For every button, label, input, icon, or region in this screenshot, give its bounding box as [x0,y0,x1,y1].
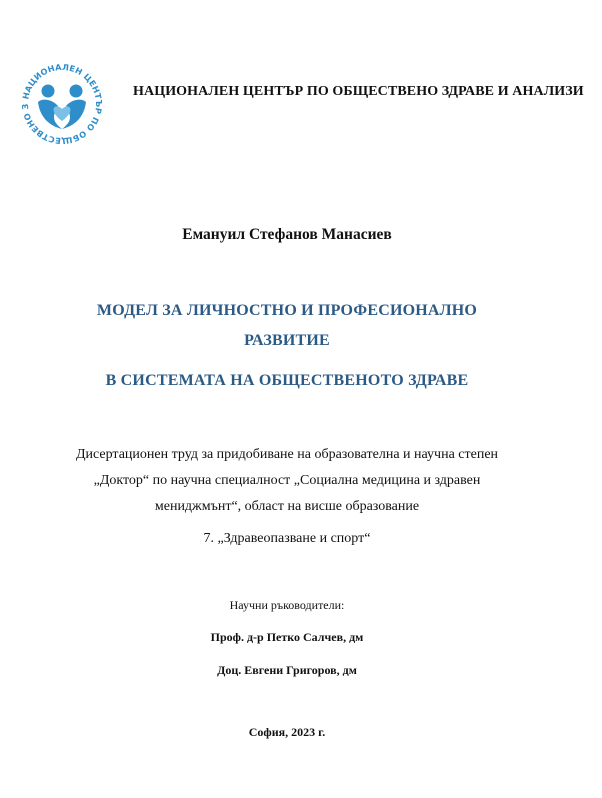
title-line-1: МОДЕЛ ЗА ЛИЧНОСТНО И ПРОФЕСИОНАЛНО [96,302,478,319]
dissertation-description [0,442,574,552]
title-line-3: В СИСТЕМАТА НА ОБЩЕСТВЕНОТО ЗДРАВЕ [105,372,469,389]
logo-ring-text: НАЦИОНАЛЕН ЦЕНТЪР ПО ОБЩЕСТВЕНО З [19,61,105,147]
title-line-2: РАЗВИТИЕ [244,332,330,349]
supervisor-second: Доц. Евгени Григоров, дм [217,663,357,677]
supervisor-first: Проф. д-р Петко Салчев, дм [210,630,364,644]
description-line-4: 7. „Здравеопазване и спорт“ [203,531,371,546]
place-and-year: София, 2023 г. [248,725,326,739]
description-line-3: мениджмънт“, област на висше образование [154,499,420,514]
description-line-1: Дисертационен труд за придобиване на образователна и научна степен [75,447,499,462]
author-name: Емануил Стефанов Манасиев [182,226,392,243]
organization-logo [12,54,112,154]
supervisors-label: Научни ръководители: [229,598,345,612]
description-line-2: „Доктор“ по научна специалност „Социална медицина и здравен [93,473,481,488]
organization-name: НАЦИОНАЛЕН ЦЕНТЪР ПО ОБЩЕСТВЕНО ЗДРАВЕ И АНАЛИЗИ [133,84,584,99]
